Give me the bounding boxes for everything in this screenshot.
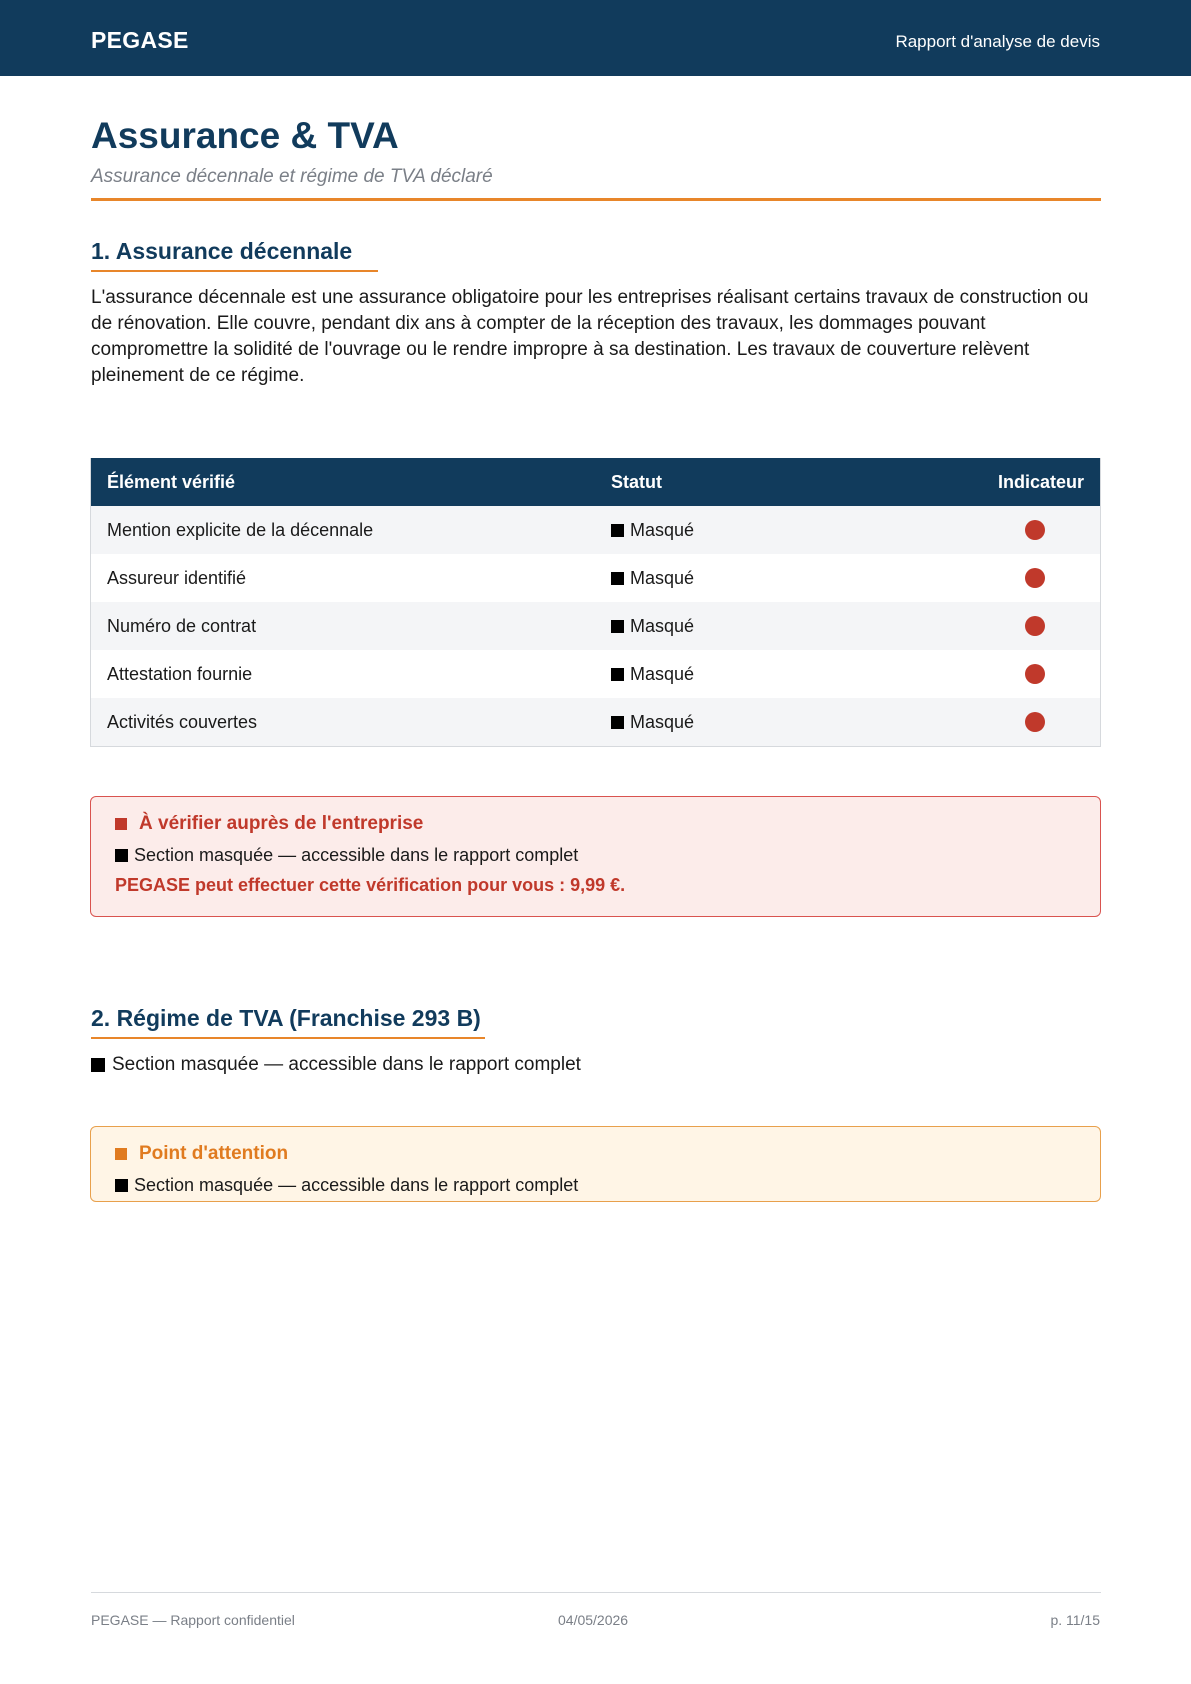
attention-callout [90,1126,1101,1202]
section-intro-paragraph: L'assurance décennale est une assurance obligatoire pour les entreprises réalisant certains travaux de construction ou de rénovation. Elle couvre, pendant dix ans à compter de la réception des travaux, les dommages pouvant compromettre la solidité de l'ouvrage ou le rendre impropre à sa destination. Les travaux de couverture relèvent pleinement de ce régime. [91,287,1089,386]
masked-square-icon [115,849,128,862]
table-header-row [91,458,1100,506]
row-indicator [971,520,1100,540]
brand-logo-text: PEGASE [91,27,189,53]
row-item-label: Attestation fournie [107,663,253,684]
verify-callout [90,796,1101,917]
row-status [611,520,971,541]
verification-offer-text: PEGASE peut effectuer cette vérification pour vous : 9,99 €. [115,875,626,895]
red-status-dot-icon [1025,616,1045,636]
table-row [91,650,1100,698]
verify-callout-masked-line [115,845,1100,866]
attention-callout-title [115,1143,1100,1165]
red-status-dot-icon [1025,664,1045,684]
row-indicator [971,664,1100,684]
attention-callout-masked-text: Section masquée — accessible dans le rapport complet [134,1175,579,1195]
page-subtitle: Assurance décennale et régime de TVA déclaré [91,166,493,187]
verification-table [90,458,1101,747]
footer-divider [91,1592,1101,1593]
row-indicator [971,568,1100,588]
row-status-text: Masqué [630,519,695,540]
row-status [611,712,971,733]
attention-callout-masked-line [115,1175,1100,1196]
footer-confidential: PEGASE — Rapport confidentiel [91,1612,295,1628]
table-row [91,698,1100,746]
section-heading-tva: 2. Régime de TVA (Franchise 293 B) [91,1005,485,1039]
masked-square-icon [91,1058,105,1072]
row-item-label: Activités couvertes [107,711,258,732]
page-title: Assurance & TVA [91,115,399,156]
masked-square-icon [115,1179,128,1192]
row-status [611,568,971,589]
row-status-text: Masqué [630,663,695,684]
tva-masked-line [91,1054,581,1076]
table-row [91,602,1100,650]
footer-date: 04/05/2026 [558,1612,629,1628]
verify-callout-masked-text: Section masquée — accessible dans le rapport complet [134,845,579,865]
row-item-label: Mention explicite de la décennale [107,519,374,540]
column-header-element: Élément vérifié [107,471,236,492]
masked-square-icon [611,620,624,633]
row-status-text: Masqué [630,711,695,732]
row-indicator [971,616,1100,636]
row-status-text: Masqué [630,567,695,588]
row-item-label: Numéro de contrat [107,615,257,636]
tva-masked-text: Section masquée — accessible dans le rapport complet [112,1054,581,1075]
table-row [91,554,1100,602]
verify-callout-title-text: À vérifier auprès de l'entreprise [139,813,424,834]
row-indicator [971,712,1100,732]
red-status-dot-icon [1025,520,1045,540]
row-status [611,616,971,637]
masked-square-icon [611,524,624,537]
masked-square-icon [611,716,624,729]
title-divider [91,198,1101,201]
row-item-label: Assureur identifié [107,567,247,588]
table-row [91,506,1100,554]
header-bar [0,0,1191,76]
masked-square-icon [611,668,624,681]
column-header-indicator-label: Indicateur [997,471,1084,492]
column-header-indicator [971,472,1100,493]
row-status-text: Masqué [630,615,695,636]
warning-square-icon [115,818,127,830]
attention-callout-title-text: Point d'attention [139,1143,289,1164]
verify-callout-title [115,813,1100,835]
report-label: Rapport d'analyse de devis [895,32,1100,51]
column-header-status: Statut [611,471,662,492]
attention-square-icon [115,1148,127,1160]
footer-page-number: p. 11/15 [1050,1612,1100,1628]
masked-square-icon [611,572,624,585]
red-status-dot-icon [1025,712,1045,732]
row-status [611,664,971,685]
red-status-dot-icon [1025,568,1045,588]
section-heading-assurance: 1. Assurance décennale [91,238,378,272]
